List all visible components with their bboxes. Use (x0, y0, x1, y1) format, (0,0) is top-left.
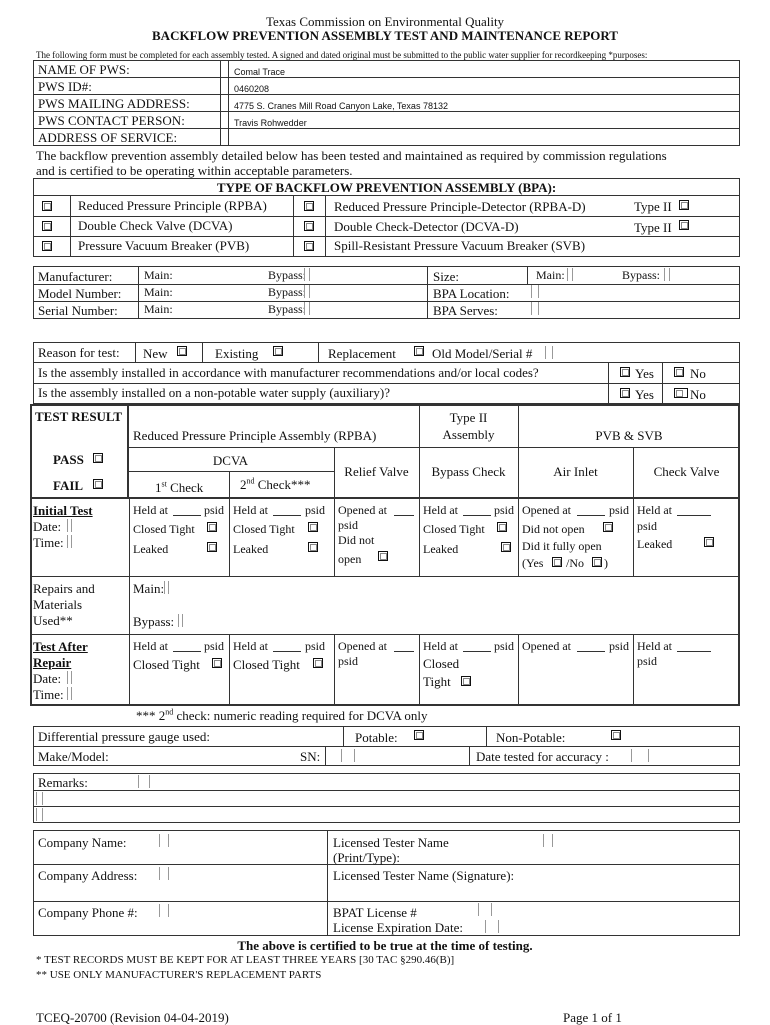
initial-date-field[interactable] (67, 519, 72, 532)
cv-leaked: Leaked (637, 537, 673, 551)
c2-psid: psid (305, 503, 326, 517)
dcvad-type2-label: Type II (634, 220, 672, 235)
bpa-type-heading: TYPE OF BACKFLOW PREVENTION ASSEMBLY (BPA): (216, 180, 557, 195)
air-did-not-open: Did not open (522, 522, 585, 536)
pws-id-label: PWS ID#: (38, 79, 92, 94)
bypass-leaked-checkbox[interactable] (501, 542, 511, 552)
reason-new-label: New (143, 346, 168, 361)
parts-note: ** USE ONLY MANUFACTURER'S REPLACEMENT PARTS (36, 969, 322, 981)
repairs-label-1: Repairs and (33, 581, 95, 596)
bypass-leaked: Leaked (423, 542, 459, 556)
instructions: The following form must be completed for each assembly tested. A signed and dated original must be submitted to the public water supplier for recordkeeping *purposes: (36, 50, 648, 60)
remarks-label: Remarks: (38, 775, 88, 790)
dcvad-label: Double Check-Detector (DCVA-D) (334, 219, 519, 234)
air-inlet-heading: Air Inlet (553, 464, 598, 479)
license-expiration-label: License Expiration Date: (333, 920, 463, 935)
pws-contact-label: PWS CONTACT PERSON: (38, 113, 185, 128)
company-name-label: Company Name: (38, 835, 127, 850)
cv-leaked-checkbox[interactable] (704, 537, 714, 547)
codes-yes-checkbox[interactable] (620, 367, 630, 377)
r-c1-closed-tight: Closed Tight (133, 657, 200, 672)
rpba-label: Reduced Pressure Principle (RPBA) (78, 198, 267, 213)
serial-bypass-field[interactable] (304, 302, 310, 315)
bypass-closed-tight: Closed Tight (423, 522, 485, 536)
serial-main-label: Main: (144, 302, 173, 316)
certified-statement: The above is certified to be true at the time of testing. (237, 938, 533, 953)
pws-name-label: NAME OF PWS: (38, 62, 130, 77)
nonpotable-yes-label: Yes (635, 387, 654, 402)
second-check-heading: 2nd Check*** (240, 476, 311, 492)
relief-psid: psid (338, 518, 359, 532)
reason-existing-checkbox[interactable] (273, 346, 283, 356)
repairs-label-3: Used** (33, 613, 73, 628)
model-main-label: Main: (144, 285, 173, 299)
air-close-paren: ) (604, 556, 608, 570)
relief-valve-heading: Relief Valve (344, 464, 409, 479)
r-bypass-closed-tight-checkbox[interactable] (461, 676, 471, 686)
pvb-label: Pressure Vacuum Breaker (PVB) (78, 238, 250, 253)
after-date-label: Date: (33, 671, 62, 686)
r-bypass-held-at: Held at (423, 639, 458, 653)
r-c1-psid: psid (204, 639, 225, 653)
reason-replacement-label: Replacement (328, 346, 396, 361)
air-fully-open-no-checkbox[interactable] (592, 557, 602, 567)
r-air-psid: psid (609, 639, 630, 653)
r-c2-closed-tight: Closed Tight (233, 657, 300, 672)
service-address-label: ADDRESS OF SERVICE: (38, 130, 178, 145)
after-date-field[interactable] (67, 671, 72, 684)
initial-date-label: Date: (33, 519, 62, 534)
nonpotable-no-checkbox[interactable] (674, 388, 688, 398)
manufacturer-bypass-field[interactable] (304, 268, 310, 281)
serial-bypass-label: Bypass: (268, 302, 307, 316)
repairs-main-label: Main: (133, 581, 165, 596)
r-cv-held-at: Held at (637, 639, 672, 653)
serial-label: Serial Number: (38, 303, 118, 318)
manufacturer-bypass-label: Bypass: (268, 268, 307, 282)
question-nonpotable: Is the assembly installed on a non-potable water supply (auxiliary)? (38, 385, 390, 400)
question-codes: Is the assembly installed in accordance with manufacturer recommendations and/or local codes? (38, 365, 539, 380)
rpbad-type2-label: Type II (634, 199, 672, 214)
remarks-field[interactable] (138, 775, 150, 788)
bpa-location-field[interactable] (531, 285, 539, 298)
sn-label: SN: (300, 749, 321, 764)
codes-no-checkbox[interactable] (674, 367, 684, 377)
company-address-label: Company Address: (38, 868, 138, 883)
reason-replacement-checkbox[interactable] (414, 346, 424, 356)
bypass-psid: psid (494, 503, 515, 517)
license-expiration-field[interactable] (485, 920, 499, 933)
after-repair-label-2: Repair (33, 655, 72, 670)
pass-checkbox[interactable] (93, 453, 103, 463)
fail-label: FAIL (53, 478, 84, 493)
type2-heading: Type II (449, 410, 488, 425)
company-phone-field[interactable] (159, 904, 169, 917)
remarks-line-3[interactable] (36, 808, 43, 821)
make-model-label: Make/Model: (38, 749, 109, 764)
pws-contact-value[interactable]: Travis Rohwedder (234, 118, 307, 128)
pvb-checkbox[interactable] (42, 241, 52, 251)
codes-yes-label: Yes (635, 366, 654, 381)
tester-name-print-label: (Print/Type): (333, 850, 400, 865)
tester-name-label: Licensed Tester Name (333, 835, 449, 850)
dcvad-checkbox[interactable] (304, 221, 314, 231)
remarks-line-2[interactable] (36, 792, 43, 805)
relief-open: open (338, 552, 362, 566)
air-no-open: /No (566, 556, 584, 570)
dcva-label: Double Check Valve (DCVA) (78, 218, 233, 233)
air-yes-open: (Yes (522, 556, 544, 570)
company-phone-label: Company Phone #: (38, 905, 138, 920)
c2-held-at: Held at (233, 503, 268, 517)
nonpotable-yes-checkbox[interactable] (620, 388, 630, 398)
rpbad-label: Reduced Pressure Principle-Detector (RPBA-D) (334, 199, 586, 214)
c1-psid: psid (204, 503, 225, 517)
nonpotable-label: Non-Potable: (496, 730, 566, 745)
manufacturer-main-label: Main: (144, 268, 173, 282)
fail-checkbox[interactable] (93, 479, 103, 489)
first-check-heading: 1st Check (155, 479, 204, 495)
certification-line-2: and is certified to be operating within acceptable parameters. (36, 163, 353, 178)
svb-label: Spill-Resistant Pressure Vacuum Breaker (SVB) (334, 238, 586, 253)
air-fully-open-yes-checkbox[interactable] (552, 557, 562, 567)
size-main-label: Main: (536, 268, 565, 282)
c2-closed-tight-checkbox[interactable] (308, 522, 318, 532)
r-bypass-psid: psid (494, 639, 515, 653)
pws-mailing-value[interactable]: 4775 S. Cranes Mill Road Canyon Lake, Texas 78132 (234, 101, 448, 111)
page-number: Page 1 of 1 (563, 1010, 622, 1025)
c2-closed-tight: Closed Tight (233, 522, 295, 536)
r-relief-psid: psid (338, 654, 359, 668)
company-name-field[interactable] (159, 834, 169, 847)
cv-held-at: Held at (637, 503, 672, 517)
bpa-location-label: BPA Location: (433, 286, 510, 301)
pvb-svb-heading: PVB & SVB (595, 428, 663, 443)
pws-mailing-label: PWS MAILING ADDRESS: (38, 96, 190, 111)
c1-held-at: Held at (133, 503, 168, 517)
pws-name-value[interactable]: Comal Trace (234, 67, 286, 77)
after-repair-label-1: Test After (33, 639, 88, 654)
c1-closed-tight: Closed Tight (133, 522, 195, 536)
c2-leaked-checkbox[interactable] (308, 542, 318, 552)
size-label: Size: (433, 269, 459, 284)
agency-name: Texas Commission on Environmental Quality (265, 14, 505, 29)
size-bypass-label: Bypass: (622, 268, 661, 282)
rpbad-checkbox[interactable] (304, 201, 314, 211)
reason-label: Reason for test: (38, 345, 120, 360)
pws-id-value[interactable]: 0460208 (234, 84, 270, 94)
bpa-serves-label: BPA Serves: (433, 303, 498, 318)
r-relief-opened-at: Opened at (338, 639, 387, 653)
size-main-field[interactable] (567, 268, 573, 281)
r-bypass-tight: Tight (423, 674, 451, 689)
air-did-not-open-checkbox[interactable] (603, 522, 613, 532)
air-psid: psid (609, 503, 630, 517)
repairs-label-2: Materials (33, 597, 83, 612)
date-tested-label: Date tested for accuracy : (476, 749, 609, 764)
dcvad-type2-checkbox[interactable] (679, 220, 689, 230)
c1-leaked-checkbox[interactable] (207, 542, 217, 552)
certification-line-1: The backflow prevention assembly detailed below has been tested and maintained as required by commission regulations (36, 148, 667, 163)
air-opened-at: Opened at (522, 503, 571, 517)
r-bypass-closed: Closed (423, 656, 460, 671)
size-bypass-field[interactable] (664, 268, 670, 281)
form-number: TCEQ-20700 (Revision 04-04-2019) (36, 1010, 229, 1025)
bpat-license-field[interactable] (478, 903, 492, 916)
tester-signature-label: Licensed Tester Name (Signature): (333, 868, 515, 883)
initial-time-field[interactable] (67, 535, 72, 548)
check-valve-heading: Check Valve (653, 464, 720, 479)
assembly-heading: Assembly (442, 427, 495, 442)
cv-psid: psid (637, 519, 658, 533)
model-bypass-label: Bypass: (268, 285, 307, 299)
pass-label: PASS (53, 452, 84, 467)
svb-checkbox[interactable] (304, 241, 314, 251)
r-c1-closed-tight-checkbox[interactable] (212, 658, 222, 668)
initial-time-label: Time: (33, 535, 64, 550)
r-c2-psid: psid (305, 639, 326, 653)
repairs-main-field[interactable] (164, 581, 169, 594)
old-model-label: Old Model/Serial # (432, 346, 533, 361)
old-model-field[interactable] (545, 346, 553, 359)
relief-opened-at: Opened at (338, 503, 387, 517)
r-c1-held-at: Held at (133, 639, 168, 653)
codes-no-label: No (690, 366, 706, 381)
bypass-check-heading: Bypass Check (431, 464, 506, 479)
after-time-label: Time: (33, 687, 64, 702)
r-cv-psid: psid (637, 654, 658, 668)
bypass-closed-tight-checkbox[interactable] (497, 522, 507, 532)
air-fully-open: Did it fully open (522, 539, 602, 553)
r-c2-closed-tight-checkbox[interactable] (313, 658, 323, 668)
bpat-license-label: BPAT License # (333, 905, 417, 920)
bpa-serves-field[interactable] (531, 302, 539, 315)
rpba-checkbox[interactable] (42, 201, 52, 211)
sn-field[interactable] (341, 749, 355, 762)
r-air-opened-at: Opened at (522, 639, 571, 653)
r-c2-held-at: Held at (233, 639, 268, 653)
reason-new-checkbox[interactable] (177, 346, 187, 356)
rpba-assembly-heading: Reduced Pressure Principle Assembly (RPBA) (133, 428, 377, 443)
company-address-field[interactable] (159, 867, 169, 880)
potable-label: Potable: (355, 730, 398, 745)
reason-existing-label: Existing (215, 346, 259, 361)
gauge-used-label: Differential pressure gauge used: (38, 729, 210, 744)
date-tested-field[interactable] (631, 749, 649, 762)
c2-leaked: Leaked (233, 542, 269, 556)
form-title: BACKFLOW PREVENTION ASSEMBLY TEST AND MAINTENANCE REPORT (152, 28, 618, 43)
dcva-note: *** 2nd check: numeric reading required for DCVA only (136, 707, 428, 723)
relief-did-not: Did not (338, 533, 375, 547)
initial-test-label: Initial Test (33, 503, 93, 518)
repairs-bypass-label: Bypass: (133, 614, 175, 629)
model-label: Model Number: (38, 286, 122, 301)
dcva-checkbox[interactable] (42, 221, 52, 231)
bypass-held-at: Held at (423, 503, 458, 517)
records-note: * TEST RECORDS MUST BE KEPT FOR AT LEAST THREE YEARS [30 TAC §290.46(B)] (36, 954, 455, 966)
c1-closed-tight-checkbox[interactable] (207, 522, 217, 532)
after-time-field[interactable] (67, 687, 72, 700)
relief-did-not-open-checkbox[interactable] (378, 551, 388, 561)
nonpotable-checkbox[interactable] (611, 730, 621, 740)
dcva-heading: DCVA (212, 453, 249, 468)
tester-name-field[interactable] (543, 834, 553, 847)
c1-leaked: Leaked (133, 542, 169, 556)
manufacturer-label: Manufacturer: (38, 269, 113, 284)
potable-checkbox[interactable] (414, 730, 424, 740)
repairs-bypass-field[interactable] (178, 614, 183, 627)
rpbad-type2-checkbox[interactable] (679, 200, 689, 210)
nonpotable-no-label: No (690, 387, 706, 402)
test-result-label: TEST RESULT (35, 409, 123, 424)
model-bypass-field[interactable] (304, 285, 310, 298)
